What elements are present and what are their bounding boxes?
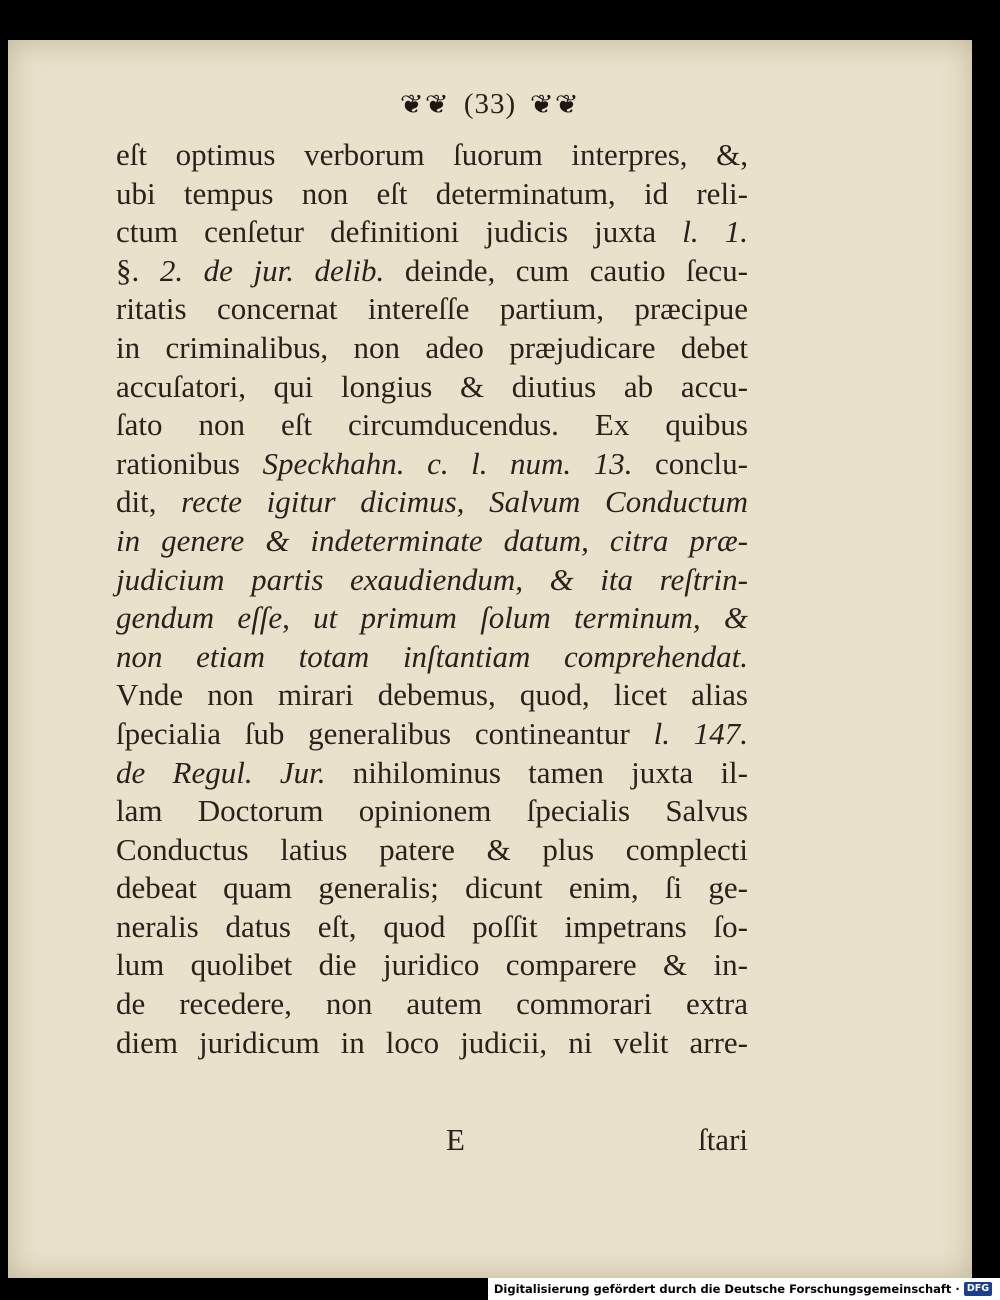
text-segment: rationibus bbox=[116, 445, 263, 481]
text-line bbox=[116, 368, 748, 407]
catchword: ſtari bbox=[698, 1122, 748, 1157]
text-segment: ubi tempus non eſt determinatum, id reli- bbox=[116, 175, 748, 211]
text-line bbox=[116, 792, 748, 831]
page-number: (33) bbox=[463, 88, 517, 120]
digitization-credit-banner bbox=[488, 1278, 1000, 1300]
text-segment: accuſatori, qui longius & diutius ab accu- bbox=[116, 368, 748, 404]
text-segment: Vnde non mirari debemus, quod, licet alias bbox=[116, 677, 748, 713]
text-line bbox=[116, 754, 748, 793]
ornament-left-icon: ❦❦ bbox=[399, 90, 450, 119]
ornament-right-icon: ❦❦ bbox=[530, 90, 581, 119]
signature-mark: E bbox=[446, 1122, 465, 1157]
text-line bbox=[116, 908, 748, 947]
text-segment: in criminalibus, non adeo præjudicare debet bbox=[116, 329, 748, 365]
text-segment: Conductus latius patere & plus complecti bbox=[116, 831, 748, 867]
italic-text-segment: judicium partis exaudiendum, & ita reſtrin- bbox=[116, 561, 748, 597]
text-line bbox=[116, 946, 748, 985]
text-line bbox=[116, 329, 748, 368]
text-line bbox=[116, 213, 748, 252]
text-segment: lam Doctorum opinionem ſpecialis Salvus bbox=[116, 793, 748, 829]
text-line bbox=[116, 483, 748, 522]
text-segment: conclu- bbox=[632, 445, 748, 481]
text-segment: nihilominus tamen juxta il- bbox=[325, 754, 748, 790]
dfg-logo-icon: DFG bbox=[964, 1282, 992, 1296]
italic-text-segment: in genere & indeterminate datum, citra præ- bbox=[116, 522, 748, 558]
text-line bbox=[116, 561, 748, 600]
page-header bbox=[8, 88, 972, 121]
text-line bbox=[116, 869, 748, 908]
book-page bbox=[8, 40, 972, 1278]
text-line bbox=[116, 252, 748, 291]
credit-text: Digitalisierung gefördert durch die Deutsche Forschungsgemeinschaft · bbox=[493, 1282, 960, 1296]
text-line bbox=[116, 715, 748, 754]
text-segment: eſt optimus verborum ſuorum interpres, &, bbox=[116, 137, 748, 172]
text-segment: debeat quam generalis; dicunt enim, ſi ge- bbox=[116, 870, 748, 906]
text-segment: dit, bbox=[116, 484, 182, 520]
text-segment: ſpecialia ſub generalibus contineantur bbox=[116, 715, 654, 751]
italic-text-segment: l. 147. bbox=[653, 715, 748, 751]
italic-text-segment: de Regul. Jur. bbox=[116, 754, 326, 790]
text-line bbox=[116, 175, 748, 214]
text-segment: ſato non eſt circumducendus. Ex quibus bbox=[116, 407, 748, 443]
page-footer bbox=[116, 1122, 748, 1162]
italic-text-segment: Speckhahn. c. l. num. 13. bbox=[262, 445, 633, 481]
text-segment: neralis datus eſt, quod poſſit impetrans ſo- bbox=[116, 908, 748, 944]
text-segment: de recedere, non autem commorari extra bbox=[116, 986, 748, 1022]
text-line bbox=[116, 1024, 748, 1063]
text-line bbox=[116, 599, 748, 638]
text-line bbox=[116, 290, 748, 329]
italic-text-segment: recte igitur dicimus, Salvum Conductum bbox=[181, 484, 748, 520]
page-body-text bbox=[116, 136, 748, 1062]
text-segment: diem juridicum in loco judicii, ni velit arre- bbox=[116, 1024, 748, 1060]
italic-text-segment: non etiam totam inſtantiam comprehendat. bbox=[116, 638, 748, 674]
text-segment: ctum cenſetur definitioni judicis juxta bbox=[116, 214, 683, 250]
text-line bbox=[116, 406, 748, 445]
text-segment: ritatis concernat intereſſe partium, præcipue bbox=[116, 291, 748, 327]
text-segment: §. bbox=[116, 252, 160, 288]
text-line bbox=[116, 831, 748, 870]
text-line bbox=[116, 445, 748, 484]
italic-text-segment: gendum eſſe, ut primum ſolum terminum, & bbox=[116, 600, 748, 636]
text-segment: deinde, cum cautio ſecu- bbox=[384, 252, 749, 288]
italic-text-segment: 2. de jur. delib. bbox=[159, 252, 385, 288]
text-line bbox=[116, 638, 748, 677]
italic-text-segment: l. 1. bbox=[682, 214, 748, 250]
text-line bbox=[116, 985, 748, 1024]
text-line bbox=[116, 136, 748, 175]
text-line bbox=[116, 522, 748, 561]
text-segment: lum quolibet die juridico comparere & in- bbox=[116, 947, 748, 983]
text-line bbox=[116, 676, 748, 715]
